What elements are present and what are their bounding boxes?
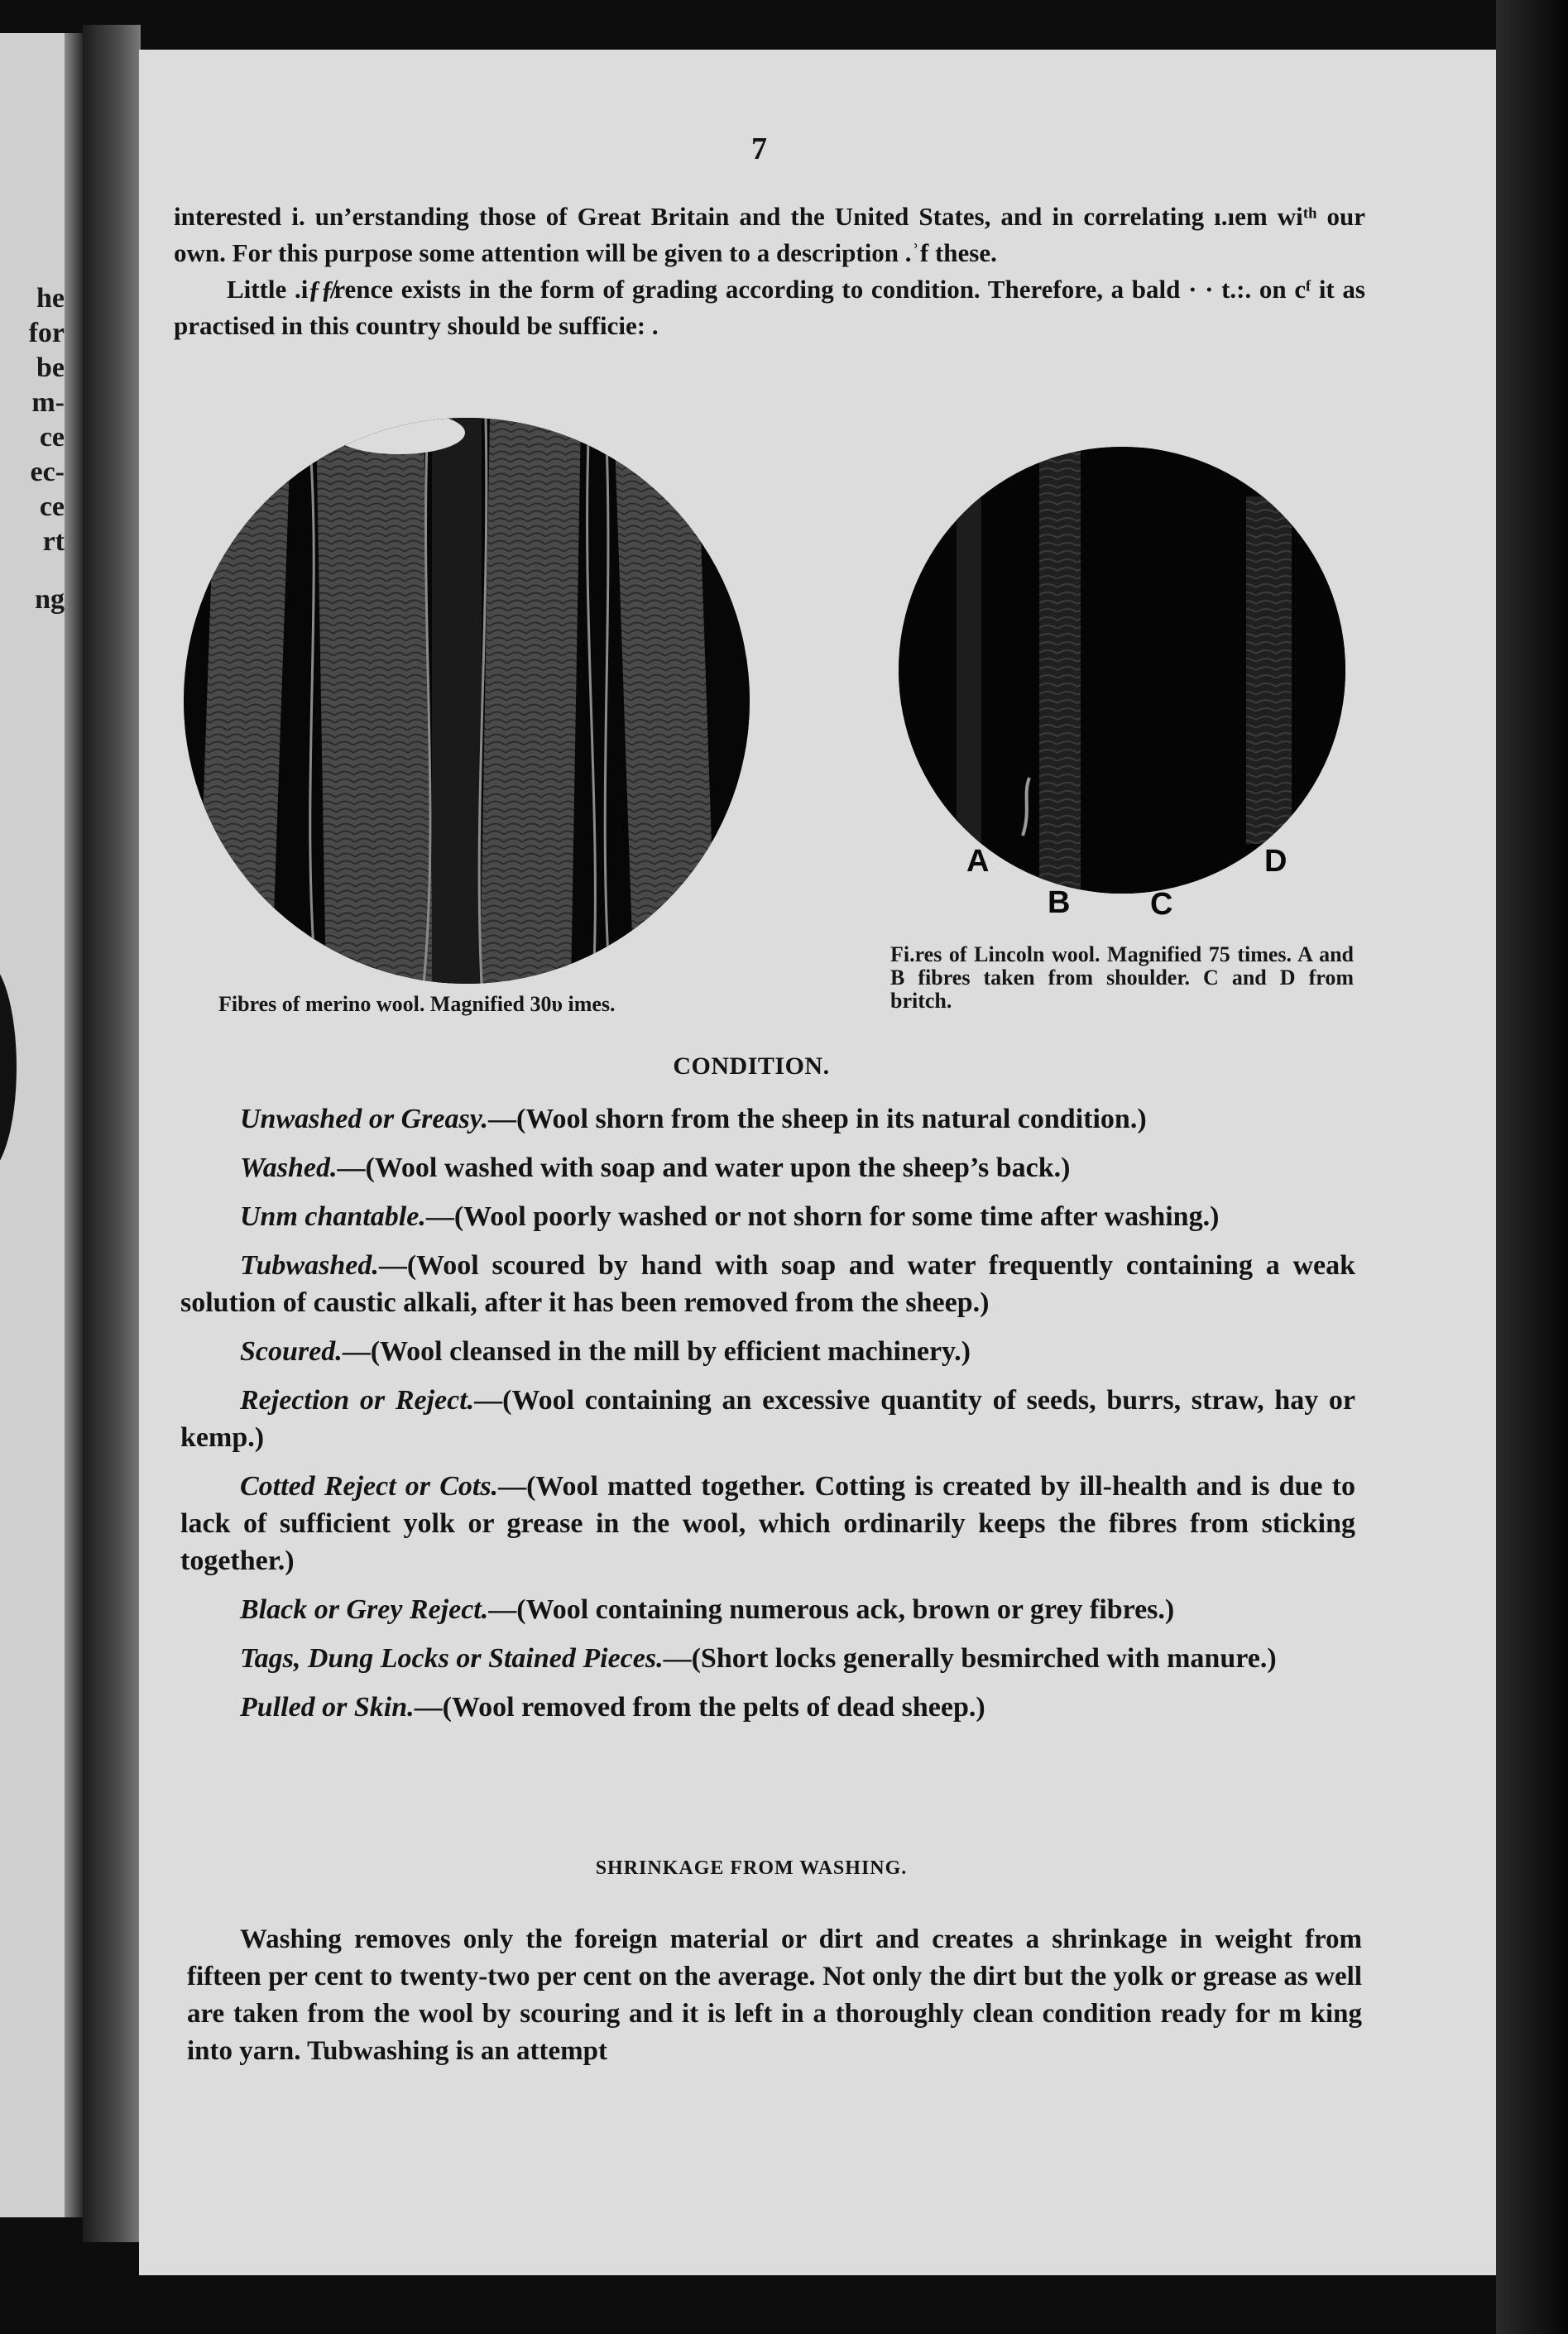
term-name: Washed.	[240, 1153, 338, 1183]
term-name: Pulled or Skin.	[240, 1692, 415, 1723]
scanned-page	[139, 50, 1496, 2275]
condition-term	[180, 1640, 1355, 1677]
term-name: Unm chantable.	[240, 1201, 426, 1232]
term-description: —(Short locks generally besmirched with manure.)	[663, 1643, 1277, 1674]
term-description: —(Wool cleansed in the mill by efficient machinery.)	[342, 1336, 971, 1367]
term-description: —(Wool containing an excessive quantity of seeds, burrs, straw, hay or kemp.)	[180, 1385, 1355, 1453]
left-fragment: ng	[35, 584, 65, 615]
condition-term	[180, 1468, 1355, 1579]
condition-term	[180, 1198, 1355, 1235]
shrinkage-paragraph: Washing removes only the foreign material or dirt and creates a shrinkage in weight from fifteen per cent to twenty-two per cent on the average. Not only the dirt but the yolk or grease as well are taken from the wool by scouring and it is left in a thoroughly clean condition ready for m king into yarn. Tubwashing is an attempt	[187, 1924, 1362, 2066]
left-fragment: m-	[31, 387, 65, 418]
term-name: Unwashed or Greasy.	[240, 1104, 489, 1134]
merino-caption: Fibres of merino wool. Magnified 30υ imes.	[218, 992, 616, 1016]
left-fragment: for	[28, 318, 65, 348]
merino-wool-micrograph	[184, 418, 750, 984]
term-name: Black or Grey Reject.	[240, 1594, 489, 1625]
intro-text	[174, 199, 1365, 344]
left-fragment: be	[36, 352, 65, 383]
term-name: Tags, Dung Locks or Stained Pieces.	[240, 1643, 664, 1674]
fibre-label-a: A	[966, 844, 990, 879]
merino-fibres-drawing	[184, 418, 750, 984]
lincoln-caption: Fi.res of Lincoln wool. Magnified 75 times. A and B fibres taken from shoulder. C and D from britch.	[890, 942, 1354, 1013]
term-description: —(Wool shorn from the sheep in its natural condition.)	[488, 1104, 1147, 1134]
left-page-fragment	[0, 33, 83, 2217]
condition-term	[180, 1100, 1355, 1138]
condition-term	[180, 1333, 1355, 1370]
book-gutter	[83, 25, 141, 2242]
condition-term	[180, 1382, 1355, 1456]
condition-term	[180, 1149, 1355, 1186]
left-page-text	[0, 281, 65, 617]
left-page-plate-edge	[0, 960, 17, 1175]
term-description: —(Wool washed with soap and water upon the sheep’s back.)	[337, 1153, 1071, 1183]
lincoln-wool-micrograph	[899, 447, 1345, 894]
condition-term	[180, 1591, 1355, 1628]
term-name: Rejection or Reject.	[240, 1385, 475, 1416]
right-page-edge	[1496, 0, 1568, 2334]
term-name: Scoured.	[240, 1336, 343, 1367]
intro-paragraph: Little .iƒƒ̸rence exists in the form of grading according to condition. Therefore, a bald · · t.:. on cᶠ it as practised in this country should be sufficie: .	[174, 275, 1365, 340]
left-fragment: he	[36, 283, 65, 314]
fibre-label-c: C	[1150, 887, 1173, 922]
shrinkage-text	[187, 1921, 1362, 2070]
lincoln-fibres-drawing	[899, 447, 1345, 894]
left-fragment: ce	[39, 422, 65, 453]
term-description: —(Wool matted together. Cotting is created by ill-health and is due to lack of sufficient yolk or grease in the wool, which ordinarily keeps the fibres from sticking together.)	[180, 1471, 1355, 1576]
term-description: —(Wool scoured by hand with soap and water frequently containing a weak solution of caustic alkali, after it has been removed from the sheep.)	[180, 1250, 1355, 1318]
term-name: Cotted Reject or Cots.	[240, 1471, 499, 1502]
condition-term	[180, 1247, 1355, 1321]
condition-heading: CONDITION.	[673, 1052, 830, 1080]
left-page-spine	[65, 33, 83, 2217]
left-fragment: rt	[42, 526, 65, 557]
intro-paragraph: interested i. un’erstanding those of Great Britain and the United States, and in correlating ı.ıem wiᵗʰ our own. For this purpose some attention will be given to a description .ʾf these.	[174, 202, 1365, 267]
term-name: Tubwashed.	[240, 1250, 379, 1281]
page-number: 7	[751, 132, 767, 166]
condition-term	[180, 1689, 1355, 1726]
shrinkage-heading: SHRINKAGE FROM WASHING.	[595, 1857, 908, 1879]
term-description: —(Wool removed from the pelts of dead sheep.)	[414, 1692, 985, 1723]
left-fragment: ec-	[30, 457, 65, 487]
term-description: —(Wool poorly washed or not shorn for some time after washing.)	[425, 1201, 1220, 1232]
fibre-label-d: D	[1264, 844, 1287, 879]
term-description: —(Wool containing numerous ack, brown or grey fibres.)	[488, 1594, 1175, 1625]
condition-terms-list	[180, 1100, 1355, 1737]
fibre-label-b: B	[1048, 885, 1071, 920]
left-fragment: ce	[39, 491, 65, 522]
